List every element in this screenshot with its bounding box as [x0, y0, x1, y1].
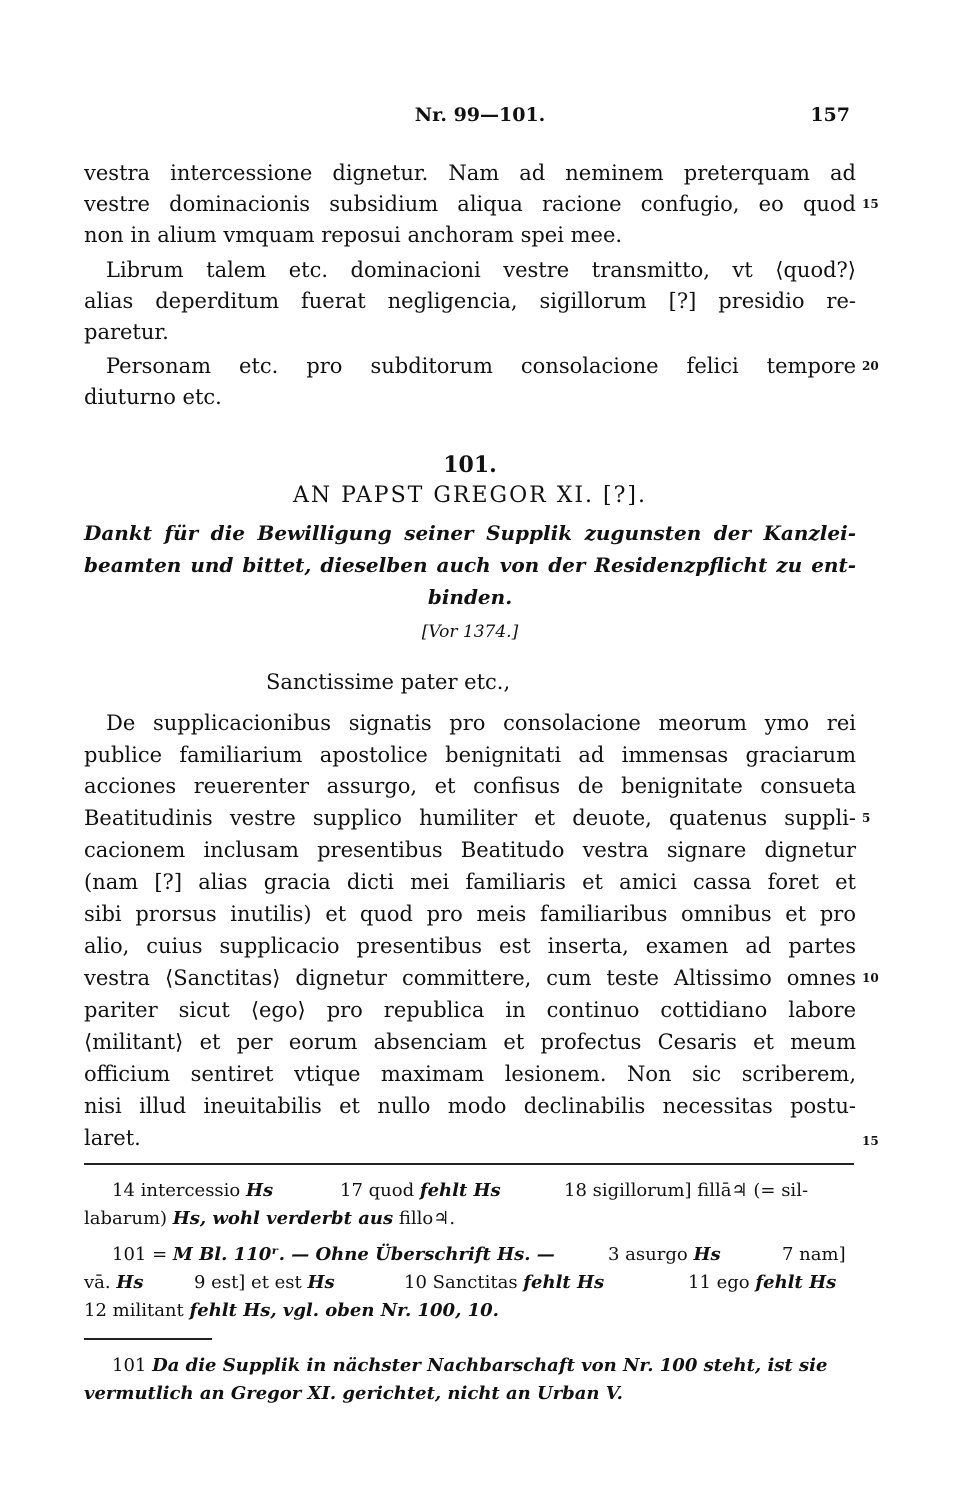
apparatus-note: fehlt Hs [419, 1180, 501, 1201]
apparatus-note: Hs [246, 1180, 274, 1201]
body-line: vestra ⟨Sanctitas⟩ dignetur committere, cum teste Altissimo omnes [84, 966, 856, 990]
body-line: publice familiarium apostolice benignitati ad immensas graciarum [84, 743, 856, 767]
apparatus-entry: 101 = [112, 1244, 168, 1265]
note-rule [84, 1338, 212, 1340]
apparatus-rule [84, 1163, 854, 1165]
line-number-margin: 15 [862, 197, 879, 211]
apparatus-entry: 18 sigillorum] fillā♃ (= sil- [564, 1180, 809, 1201]
running-head: Nr. 99—101. [414, 104, 546, 126]
note-line [84, 1381, 856, 1407]
regest-line: Dankt für die Bewilligung seiner Supplik zugunsten der Kanzlei- [84, 521, 856, 545]
text-line: vestre dominacionis subsidium aliqua racione confugio, eo quod [84, 192, 856, 216]
body-line: ⟨militant⟩ et per eorum absenciam et profectus Cesaris et meum [84, 1030, 856, 1054]
line-number-margin: 20 [862, 359, 879, 373]
salutation: Sanctissime pater etc., [266, 670, 511, 694]
regest-line: beamten und bittet, dieselben auch von der Residenzpflicht zu ent- [84, 553, 856, 577]
apparatus-entry: 11 ego [688, 1272, 750, 1293]
body-line: cacionem inclusam presentibus Beatitudo vestra signare dignetur [84, 838, 856, 862]
apparatus-note: Hs [307, 1272, 335, 1293]
apparatus-entry: 7 nam] [782, 1244, 846, 1265]
apparatus-entry: 9 est] et est [194, 1272, 302, 1293]
body-line: pariter sicut ⟨ego⟩ pro republica in continuo cottidiano labore [84, 998, 856, 1022]
body-line: sibi prorsus inutilis) et quod pro meis familiaribus omnibus et pro [84, 902, 856, 926]
letter-title: AN PAPST GREGOR XI. [?]. [292, 483, 647, 508]
apparatus-note: Hs [693, 1244, 721, 1265]
text-line: paretur. [84, 320, 169, 344]
apparatus-line [84, 1298, 856, 1324]
body-line: acciones reuerenter assurgo, et confisus de benignitate consueta [84, 774, 856, 798]
apparatus-note: Hs, wohl verderbt aus [172, 1208, 394, 1229]
line-number-margin: 5 [862, 811, 871, 825]
apparatus-entry: 12 militant [84, 1300, 184, 1321]
body-line: laret. [84, 1126, 141, 1150]
apparatus-entry: vā. [84, 1272, 111, 1293]
apparatus-entry: 10 Sanctitas [404, 1272, 518, 1293]
page-number: 157 [810, 104, 850, 126]
body-line: (nam [?] alias gracia dicti mei familiaris et amici cassa foret et [84, 870, 856, 894]
body-line: De supplicacionibus signatis pro consolacione meorum ymo rei [106, 711, 856, 735]
body-line: officium sentiret vtique maximam lesionem. Non sic scriberem, [84, 1062, 856, 1086]
body-line: nisi illud ineuitabilis et nullo modo declinabilis necessitas postu- [84, 1094, 856, 1118]
apparatus-note: Hs [116, 1272, 144, 1293]
apparatus-note: M Bl. 110ʳ. — Ohne Überschrift Hs. — [172, 1244, 555, 1265]
text-line: alias deperditum fuerat negligencia, sigillorum [?] presidio re- [84, 289, 856, 313]
apparatus-line [84, 1206, 856, 1232]
note-text: Da die Supplik in nächster Nachbarschaft von Nr. 100 steht, ist sie [152, 1355, 828, 1376]
letter-date: [Vor 1374.] [421, 622, 519, 642]
apparatus-entry: fillo♃. [398, 1208, 456, 1229]
note-line [112, 1353, 856, 1379]
text-line: non in alium vmquam reposui anchoram spei mee. [84, 223, 623, 247]
body-line: alio, cuius supplicacio presentibus est inserta, examen ad partes [84, 934, 856, 958]
text-line: vestra intercessione dignetur. Nam ad neminem preterquam ad [84, 161, 856, 185]
text-line: diuturno etc. [84, 385, 222, 409]
apparatus-entry: 3 asurgo [608, 1244, 688, 1265]
apparatus-entry: labarum) [84, 1208, 168, 1229]
apparatus-entry: 17 quod [340, 1180, 415, 1201]
line-number-margin: 15 [862, 1134, 879, 1148]
apparatus-note: fehlt Hs [523, 1272, 605, 1293]
text-line: Librum talem etc. dominacioni vestre transmitto, vt ⟨quod?⟩ [106, 258, 856, 282]
apparatus-entry: 14 intercessio [112, 1180, 241, 1201]
note-text: vermutlich an Gregor XI. gerichtet, nicht an Urban V. [84, 1383, 623, 1404]
note-entry: 101 [112, 1355, 147, 1376]
letter-number: 101. [443, 452, 497, 478]
body-line: Beatitudinis vestre supplico humiliter et deuote, quatenus suppli- [84, 806, 856, 830]
text-line: Personam etc. pro subditorum consolacione felici tempore [106, 354, 856, 378]
regest-line: binden. [427, 585, 513, 609]
apparatus-note: fehlt Hs, vgl. oben Nr. 100, 10. [189, 1300, 499, 1321]
apparatus-note: fehlt Hs [755, 1272, 837, 1293]
line-number-margin: 10 [862, 971, 879, 985]
